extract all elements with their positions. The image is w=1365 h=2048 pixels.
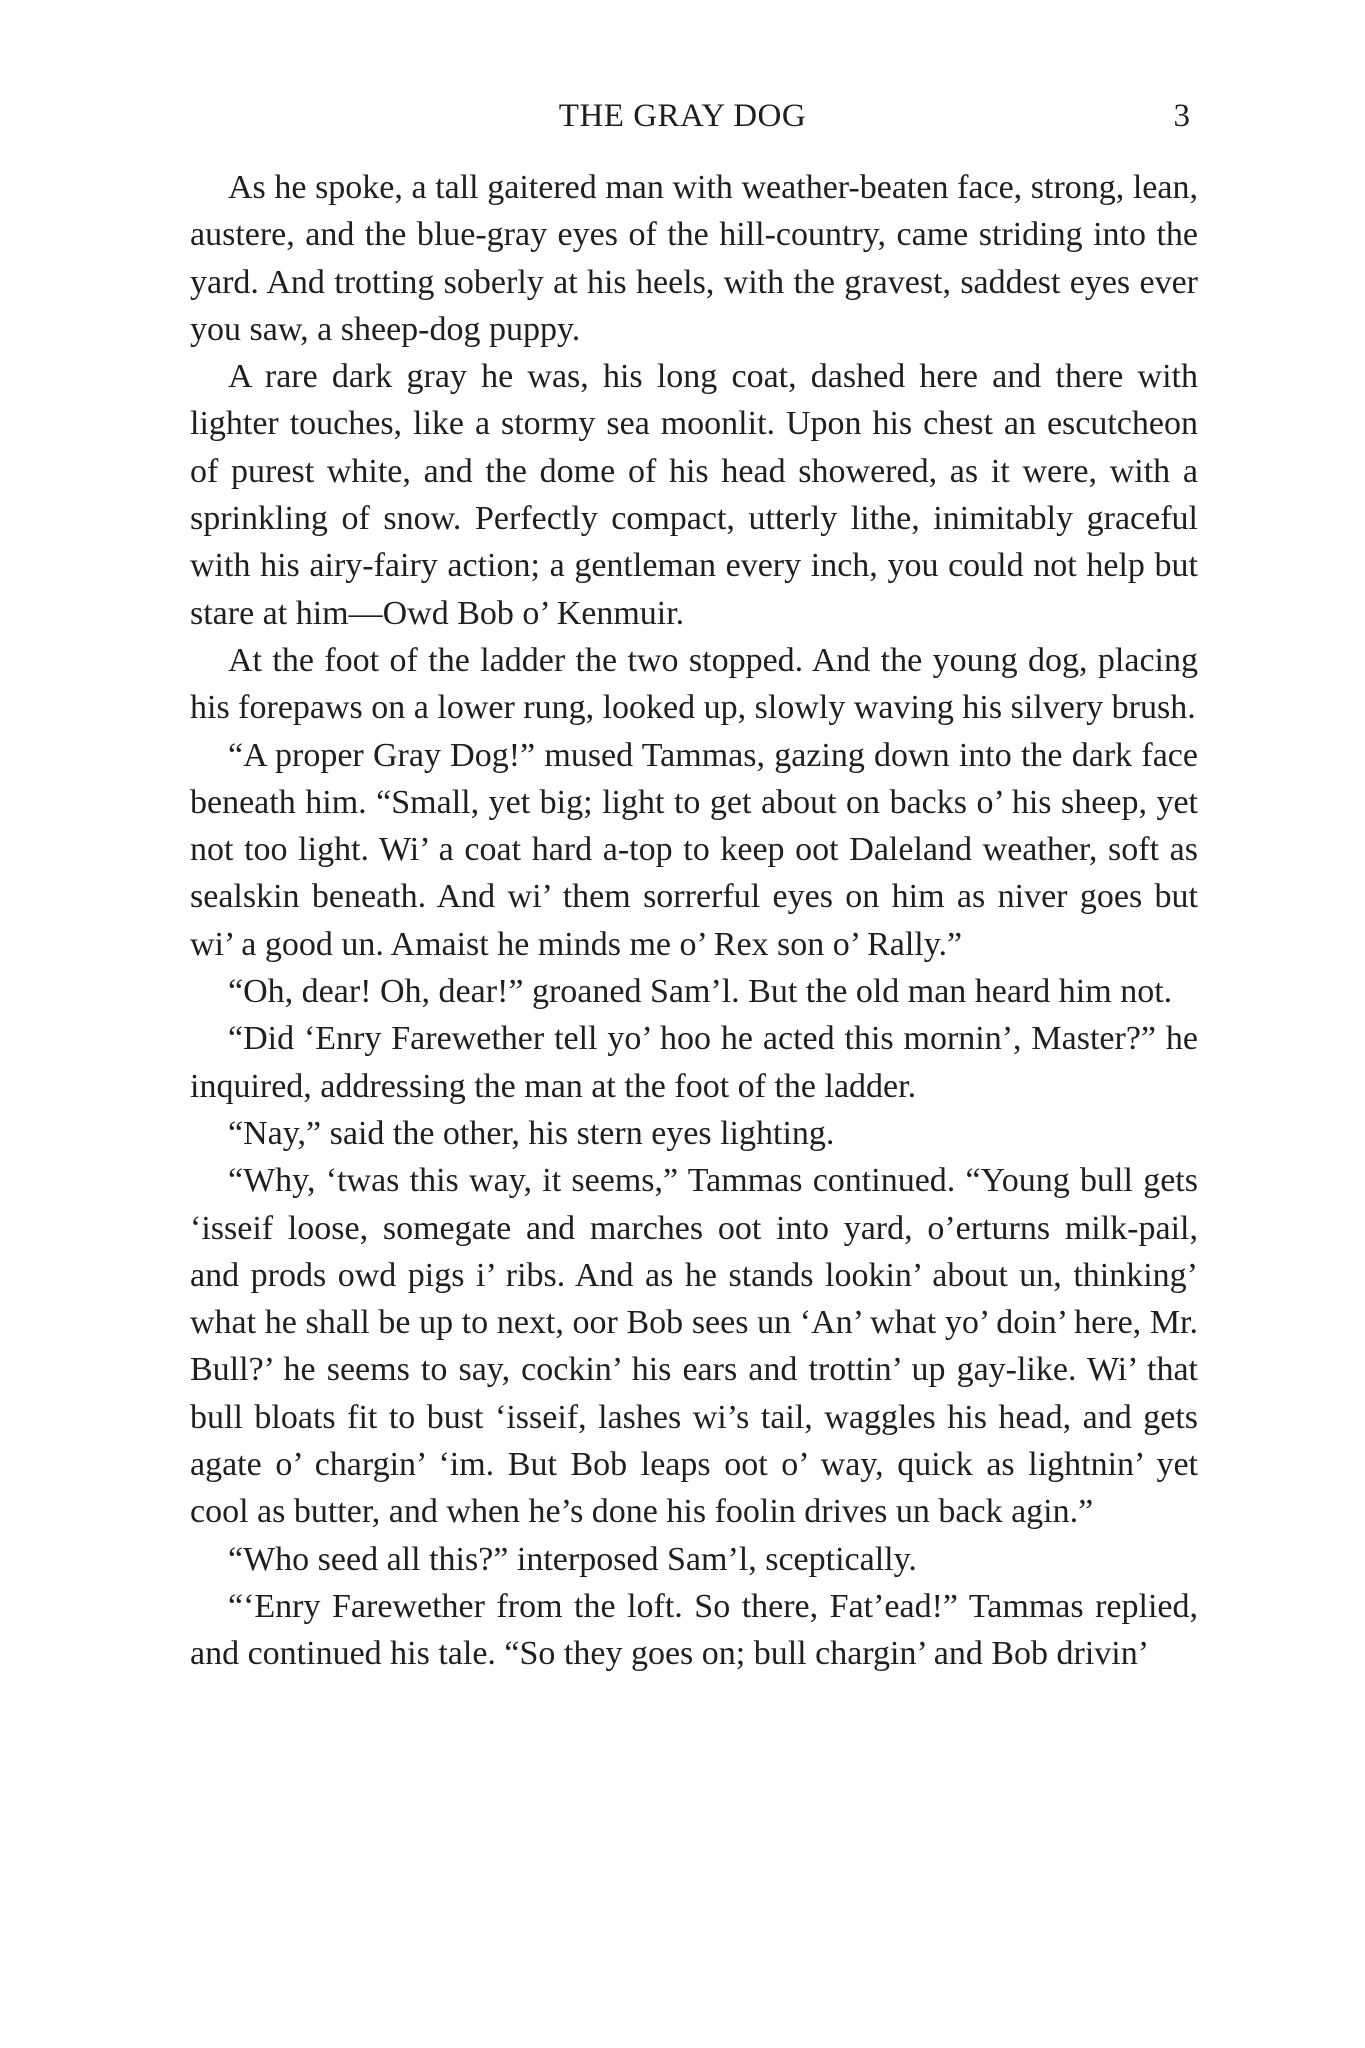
- body-text: [190, 164, 1198, 1678]
- paragraph: “Who seed all this?” interposed Sam’l, sceptically.: [228, 1540, 917, 1578]
- page-number: 3: [1173, 98, 1190, 134]
- paragraph: “Did ‘Enry Farewether tell yo’ hoo he acted this mornin’, Master?” he inquired, addressing the man at the foot of the ladder.: [190, 1020, 1198, 1105]
- paragraph: “‘Enry Farewether from the loft. So there, Fat’ead!” Tammas replied, and continued his tale. “So they goes on; bull chargin’ and Bob drivin’: [190, 1587, 1198, 1673]
- running-head: [0, 94, 1365, 138]
- paragraph: “Oh, dear! Oh, dear!” groaned Sam’l. But the old man heard him not.: [228, 973, 1173, 1011]
- paragraph: As he spoke, a tall gaitered man with weather-beaten face, strong, lean, austere, and the blue-gray eyes of the hill-country, came striding into the yard. And trotting soberly at his heels, with the gravest, saddest eyes ever you saw, a sheep-dog puppy.: [190, 169, 1198, 348]
- running-title: THE GRAY DOG: [558, 98, 807, 134]
- paragraph: A rare dark gray he was, his long coat, dashed here and there with lighter touches, like a stormy sea moonlit. Upon his chest an escutcheon of purest white, and the dome of his head showered, as it were, with a sprinkling of snow. Perfectly compact, utterly lithe, inimitably graceful with his airy-fairy action; a gentleman every inch, you could not help but stare at him—Owd Bob o’ Kenmuir.: [190, 358, 1198, 632]
- paragraph: At the foot of the ladder the two stopped. And the young dog, placing his forepaws on a lower rung, looked up, slowly waving his silvery brush.: [190, 641, 1198, 727]
- paragraph: “A proper Gray Dog!” mused Tammas, gazing down into the dark face beneath him. “Small, yet big; light to get about on backs o’ his sheep, yet not too light. Wi’ a coat hard a-top to keep oot Daleland weather, soft as sealskin beneath. And wi’ them sorrerful eyes on him as niver goes but wi’ a good un. Amaist he minds me o’ Rex son o’ Rally.”: [190, 736, 1198, 963]
- paragraph: “Nay,” said the other, his stern eyes lighting.: [228, 1114, 835, 1152]
- paragraph: “Why, ‘twas this way, it seems,” Tammas continued. “Young bull gets ‘isseif loose, somegate and marches oot into yard, o’erturns milk-pail, and prods owd pigs i’ ribs. And as he stands lookin’ about un, thinking’ what he shall be up to next, oor Bob sees un ‘An’ what yo’ doin’ here, Mr. Bull?’ he seems to say, cockin’ his ears and trottin’ up gay-like. Wi’ that bull bloats fit to bust ‘isseif, lashes wi’s tail, waggles his head, and gets agate o’ chargin’ ‘im. But Bob leaps oot o’ way, quick as lightnin’ yet cool as butter, and when he’s done his foolin drives un back agin.”: [190, 1162, 1198, 1531]
